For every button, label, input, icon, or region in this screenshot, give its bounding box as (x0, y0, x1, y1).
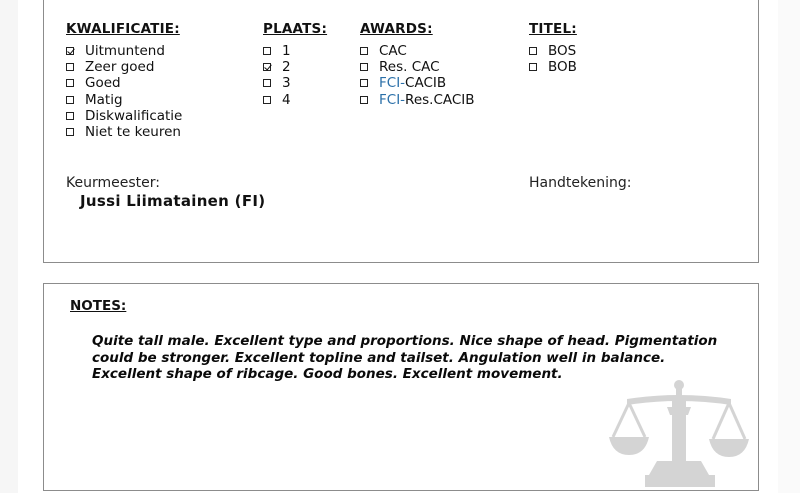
checkbox-icon[interactable] (66, 128, 74, 136)
checkbox-icon[interactable] (263, 63, 271, 71)
awards-option-label: CACIB (405, 75, 447, 92)
titel-option-label: BOS (548, 43, 577, 59)
kwalificatie-option-label: Diskwalificatie (85, 107, 183, 124)
checkbox-icon[interactable] (66, 112, 74, 120)
checkbox-icon[interactable] (360, 63, 368, 71)
plaats-option[interactable] (263, 59, 327, 75)
page-edge-right (778, 0, 800, 493)
notes-heading: NOTES: (70, 298, 127, 314)
checkbox-icon[interactable] (263, 79, 271, 87)
plaats-option-label: 1 (282, 43, 291, 59)
awards-option[interactable] (360, 59, 475, 75)
titel-column (529, 21, 577, 75)
kwalificatie-column (66, 21, 182, 140)
judge-label: Keurmeester: (66, 175, 160, 191)
plaats-option[interactable] (263, 92, 327, 108)
checkbox-icon[interactable] (263, 96, 271, 104)
titel-option-label: BOB (548, 59, 577, 76)
plaats-options (263, 43, 327, 108)
checkbox-icon[interactable] (360, 79, 368, 87)
awards-option-label: CAC (379, 43, 407, 59)
checkbox-icon[interactable] (360, 47, 368, 55)
kwalificatie-option-label: Zeer goed (85, 59, 155, 76)
plaats-option[interactable] (263, 43, 327, 59)
plaats-option[interactable] (263, 75, 327, 91)
kwalificatie-option[interactable] (66, 124, 182, 140)
checkbox-icon[interactable] (66, 96, 74, 104)
checkbox-icon[interactable] (263, 47, 271, 55)
awards-option[interactable] (360, 75, 475, 91)
signature-label: Handtekening: (529, 175, 632, 191)
kwalificatie-option-label: Goed (85, 75, 121, 92)
notes-box (43, 283, 759, 491)
kwalificatie-option[interactable] (66, 59, 182, 75)
awards-column (360, 21, 475, 108)
awards-option[interactable] (360, 92, 475, 108)
awards-option-prefix: FCI- (379, 91, 406, 108)
plaats-column (263, 21, 327, 108)
kwalificatie-option-label: Uitmuntend (85, 43, 165, 59)
kwalificatie-options (66, 43, 182, 140)
kwalificatie-option[interactable] (66, 108, 182, 124)
awards-option-prefix: FCI- (379, 75, 406, 92)
kwalificatie-heading: KWALIFICATIE: (66, 21, 180, 37)
plaats-option-label: 3 (282, 75, 291, 92)
kwalificatie-option-label: Niet te keuren (85, 123, 181, 140)
plaats-heading: PLAATS: (263, 21, 328, 37)
page-edge-left (0, 0, 18, 493)
kwalificatie-option-label: Matig (85, 91, 123, 108)
titel-options (529, 43, 577, 75)
checkbox-icon[interactable] (360, 96, 368, 104)
kwalificatie-option[interactable] (66, 43, 182, 59)
awards-options (360, 43, 475, 108)
awards-option[interactable] (360, 43, 475, 59)
scales-of-justice-icon (609, 377, 759, 492)
checkbox-icon[interactable] (66, 47, 74, 55)
titel-heading: TITEL: (529, 21, 577, 37)
checkbox-icon[interactable] (529, 63, 537, 71)
judge-name: Jussi Liimatainen (FI) (80, 192, 266, 210)
titel-option[interactable] (529, 59, 577, 75)
kwalificatie-option[interactable] (66, 75, 182, 91)
checkbox-icon[interactable] (66, 63, 74, 71)
checkbox-icon[interactable] (66, 79, 74, 87)
plaats-option-label: 2 (282, 59, 291, 76)
awards-option-label: Res. CAC (379, 59, 440, 76)
awards-heading: AWARDS: (360, 21, 433, 37)
awards-option-label: Res.CACIB (405, 91, 475, 108)
judging-form-box (43, 0, 759, 263)
checkbox-icon[interactable] (529, 47, 537, 55)
plaats-option-label: 4 (282, 91, 291, 108)
kwalificatie-option[interactable] (66, 92, 182, 108)
titel-option[interactable] (529, 43, 577, 59)
notes-text: Quite tall male. Excellent type and proportions. Nice shape of head. Pigmentation could be stronger. Excellent topline and tailset. Angulation well in balance. Excellent shape of ribcage. Good bones. Excellent movement. (92, 333, 718, 382)
